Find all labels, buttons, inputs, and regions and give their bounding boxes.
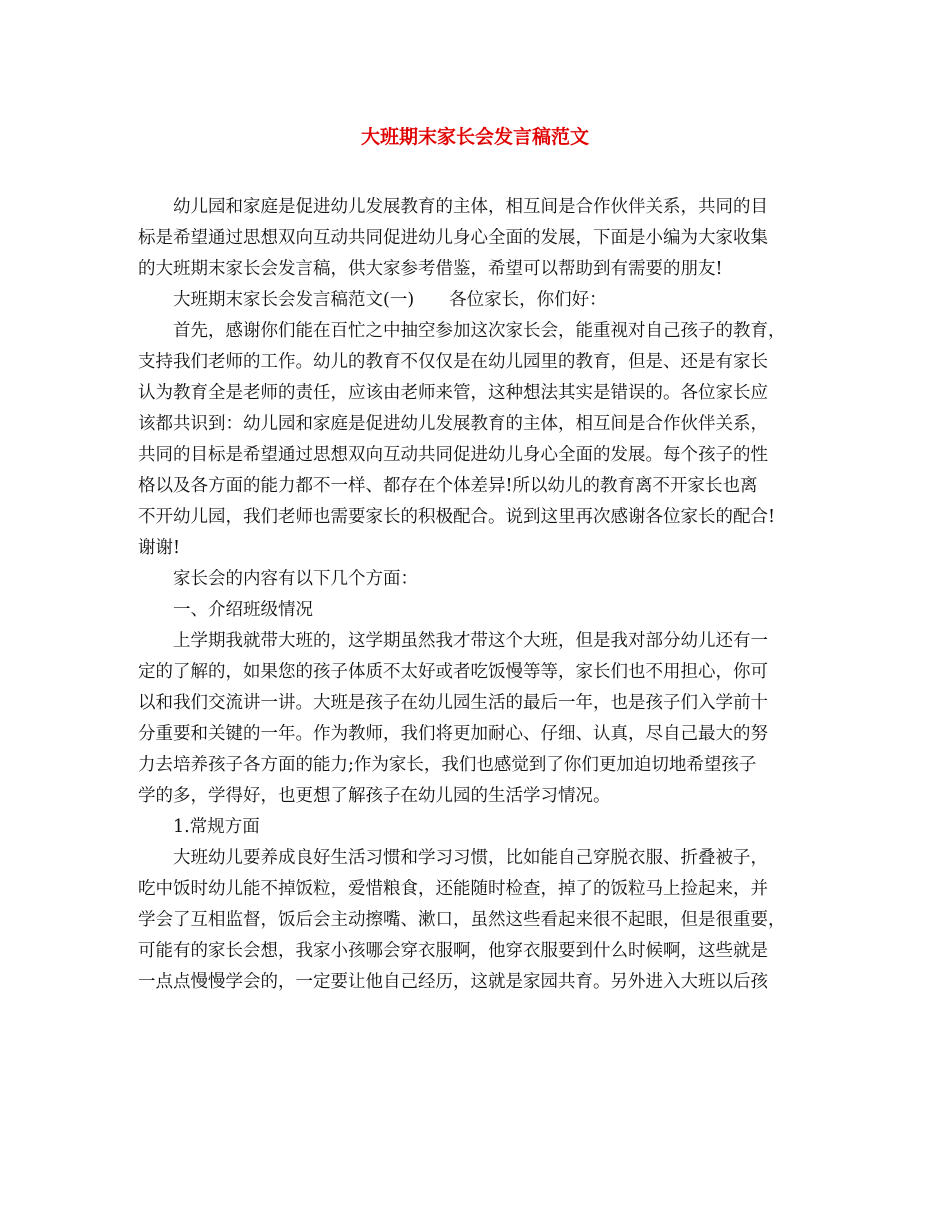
text-line: 1.常规方面 — [173, 817, 260, 837]
text-line: 认为教育全是老师的责任，应该由老师来管，这种想法其实是错误的。各位家长应 — [138, 383, 768, 403]
text-line: 首先，感谢你们能在百忙之中抽空参加这次家长会，能重视对自己孩子的教育， — [173, 321, 786, 341]
text-line: 幼儿园和家庭是促进幼儿发展教育的主体，相互间是合作伙伴关系，共同的目 — [173, 197, 768, 217]
text-line: 该都共识到：幼儿园和家庭是促进幼儿发展教育的主体，相互间是合作伙伴关系， — [138, 414, 768, 434]
text-line: 标是希望通过思想双向互动共同促进幼儿身心全面的发展，下面是小编为大家收集 — [138, 228, 768, 248]
text-line: 家长会的内容有以下几个方面： — [173, 569, 418, 589]
text-line: 大班幼儿要养成良好生活习惯和学习习惯，比如能自己穿脱衣服、折叠被子， — [173, 848, 768, 868]
text-line: 共同的目标是希望通过思想双向互动共同促进幼儿身心全面的发展。每个孩子的性 — [138, 445, 768, 465]
text-line: 定的了解的，如果您的孩子体质不太好或者吃饭慢等等，家长们也不用担心，你可 — [138, 662, 768, 682]
text-line: 力去培养孩子各方面的能力;作为家长，我们也感觉到了你们更加迫切地希望孩子 — [138, 755, 757, 775]
text-line: 大班期末家长会发言稿范文(一) 各位家长，你们好： — [173, 290, 607, 310]
text-line: 分重要和关键的一年。作为教师，我们将更加耐心、仔细、认真，尽自己最大的努 — [138, 724, 768, 744]
text-line: 学会了互相监督，饭后会主动擦嘴、漱口，虽然这些看起来很不起眼，但是很重要， — [138, 910, 786, 930]
text-line: 吃中饭时幼儿能不掉饭粒，爱惜粮食，还能随时检查，掉了的饭粒马上捡起来，并 — [138, 879, 768, 899]
text-line: 学的多，学得好，也更想了解孩子在幼儿园的生活学习情况。 — [138, 786, 611, 806]
text-line: 一点点慢慢学会的，一定要让他自己经历，这就是家园共育。另外进入大班以后孩 — [138, 972, 768, 992]
document-body — [138, 192, 824, 998]
text-line: 的大班期末家长会发言稿，供大家参考借鉴，希望可以帮助到有需要的朋友! — [138, 259, 723, 279]
text-line: 一、介绍班级情况 — [173, 600, 313, 620]
text-line: 可能有的家长会想，我家小孩哪会穿衣服啊，他穿衣服要到什么时候啊，这些就是 — [138, 941, 768, 961]
text-line: 支持我们老师的工作。幼儿的教育不仅仅是在幼儿园里的教育，但是、还是有家长 — [138, 352, 768, 372]
text-line: 以和我们交流讲一讲。大班是孩子在幼儿园生活的最后一年，也是孩子们入学前十 — [138, 693, 768, 713]
text-line: 上学期我就带大班的，这学期虽然我才带这个大班，但是我对部分幼儿还有一 — [173, 631, 768, 651]
text-line: 不开幼儿园，我们老师也需要家长的积极配合。说到这里再次感谢各位家长的配合! — [138, 507, 776, 527]
text-line: 谢谢! — [138, 538, 181, 558]
text-line: 格以及各方面的能力都不一样、都存在个体差异!所以幼儿的教育离不开家长也离 — [138, 476, 758, 496]
document-title: 大班期末家长会发言稿范文 — [360, 126, 589, 148]
